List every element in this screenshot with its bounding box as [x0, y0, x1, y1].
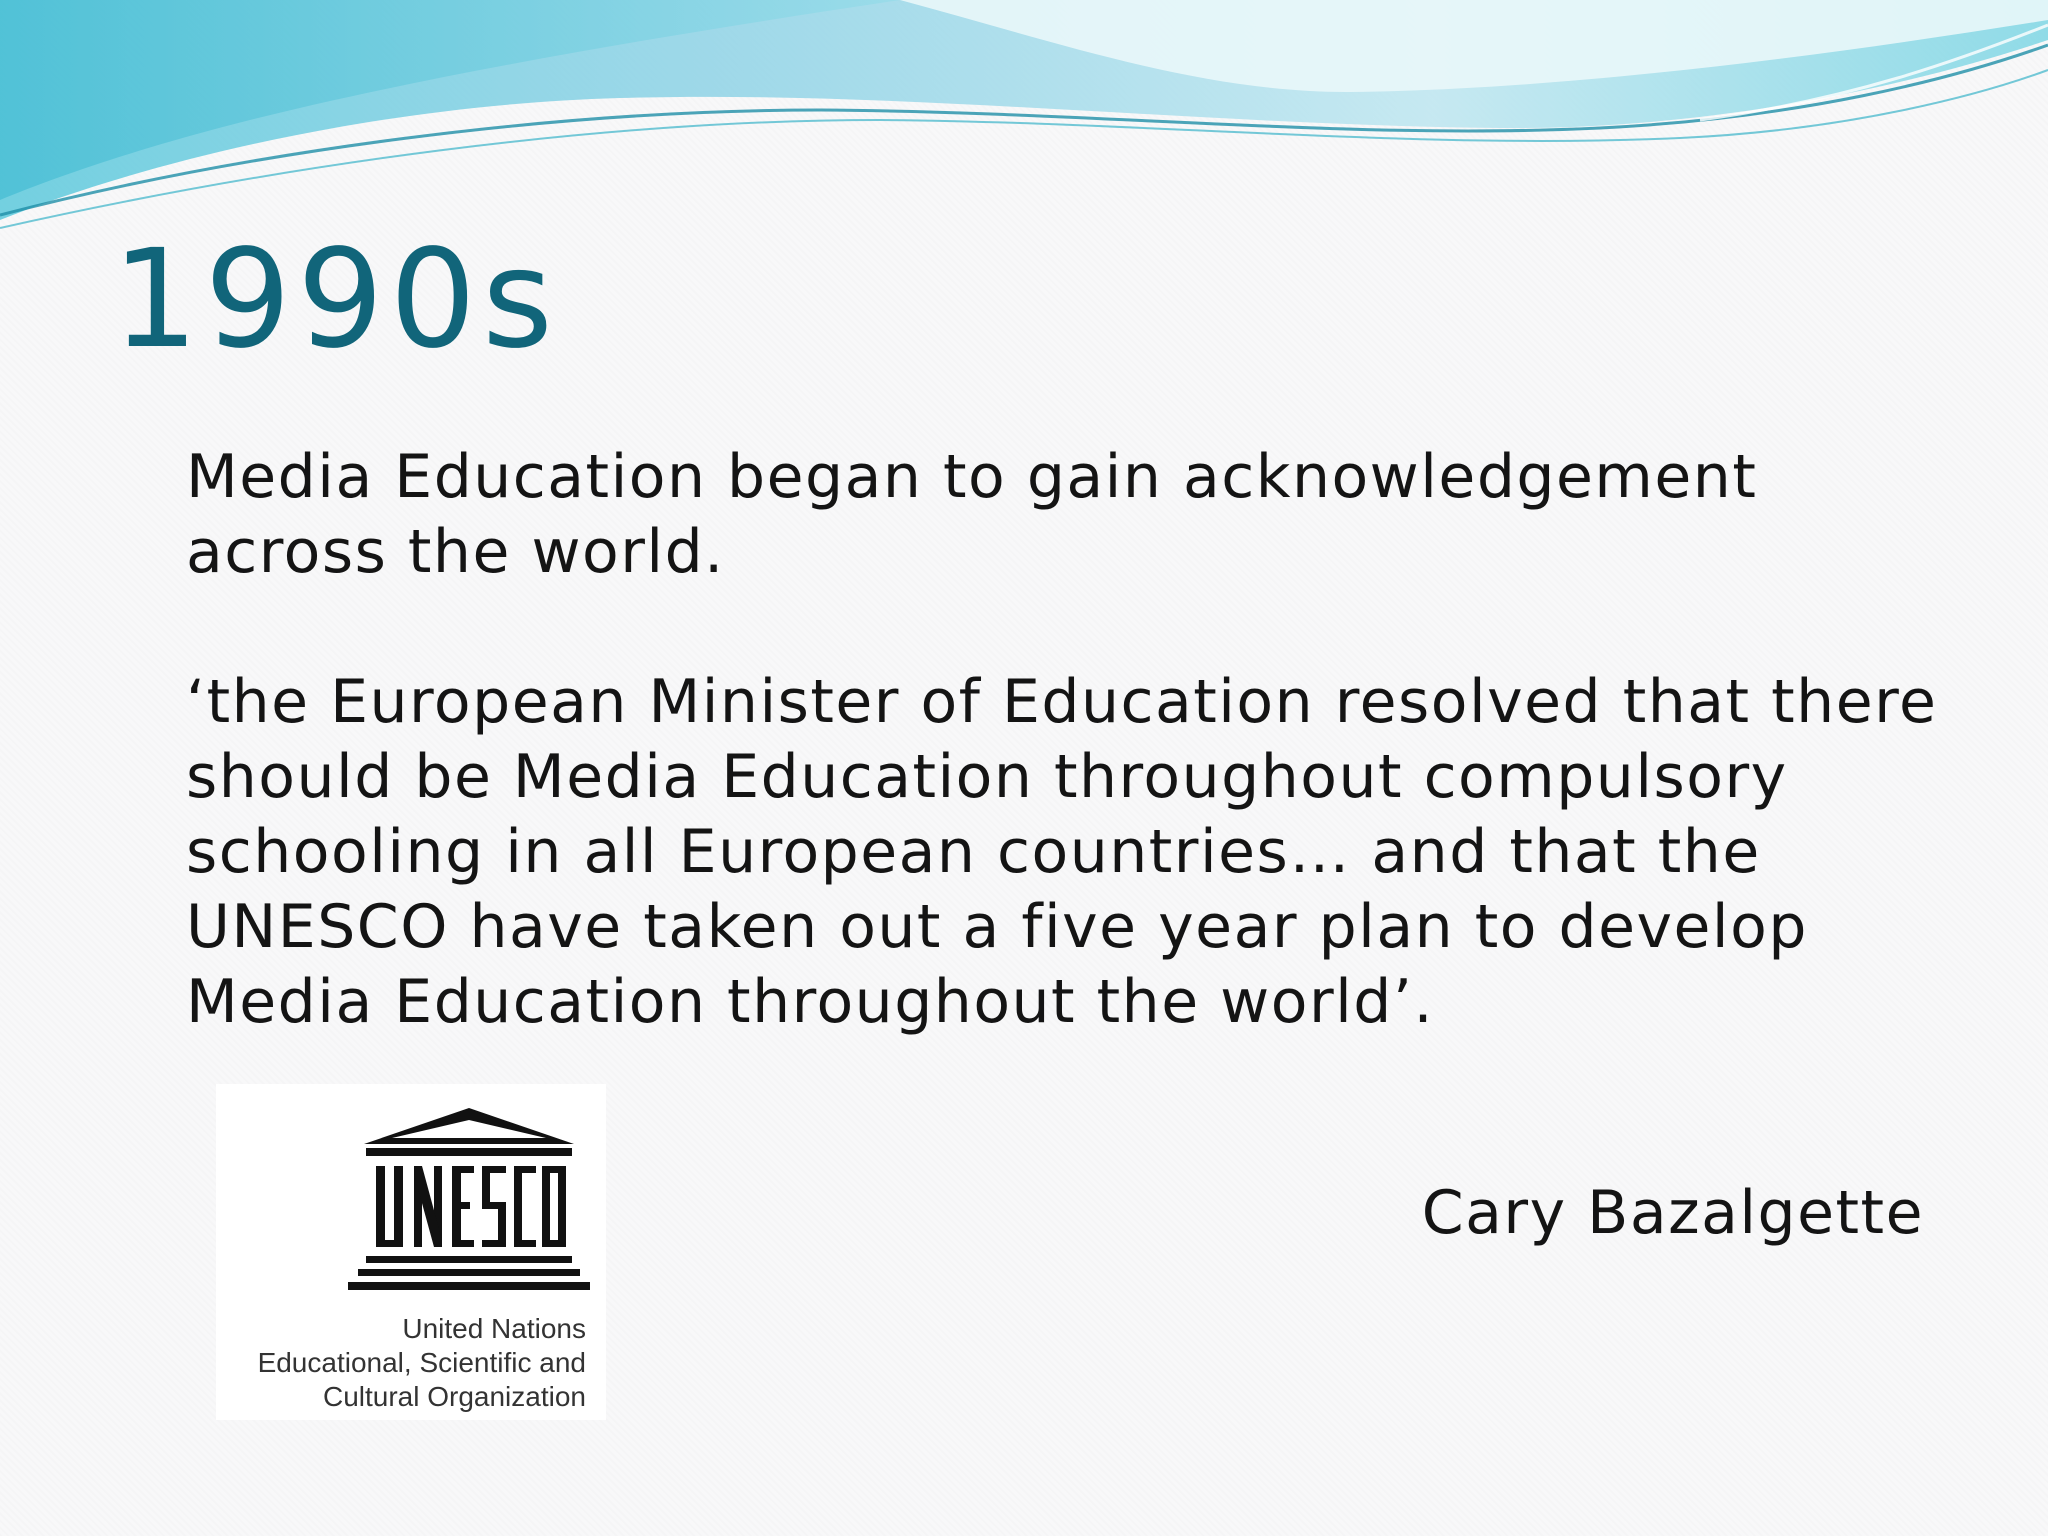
- quote-author: Cary Bazalgette: [1421, 1178, 1924, 1248]
- unesco-logo: [216, 1084, 606, 1420]
- unesco-temple-icon: [344, 1100, 594, 1300]
- intro-paragraph: Media Education began to gain acknowledgement across the world.: [186, 442, 1758, 587]
- unesco-caption-line: Educational, Scientific and: [257, 1347, 586, 1378]
- unesco-caption: [258, 1312, 586, 1414]
- header-wave-decoration: [0, 0, 2048, 240]
- slide-title: 1990s: [112, 221, 559, 379]
- unesco-caption-line: United Nations: [402, 1313, 586, 1344]
- slide-body: [186, 440, 1946, 1040]
- unesco-caption-line: Cultural Organization: [322, 1381, 586, 1412]
- quote-paragraph: ‘the European Minister of Education resolved that there should be Media Education throughout compulsory schooling in all European countries… and that the UNESCO have taken out a five year plan to develop Media Education throughout the world’.: [186, 667, 1938, 1037]
